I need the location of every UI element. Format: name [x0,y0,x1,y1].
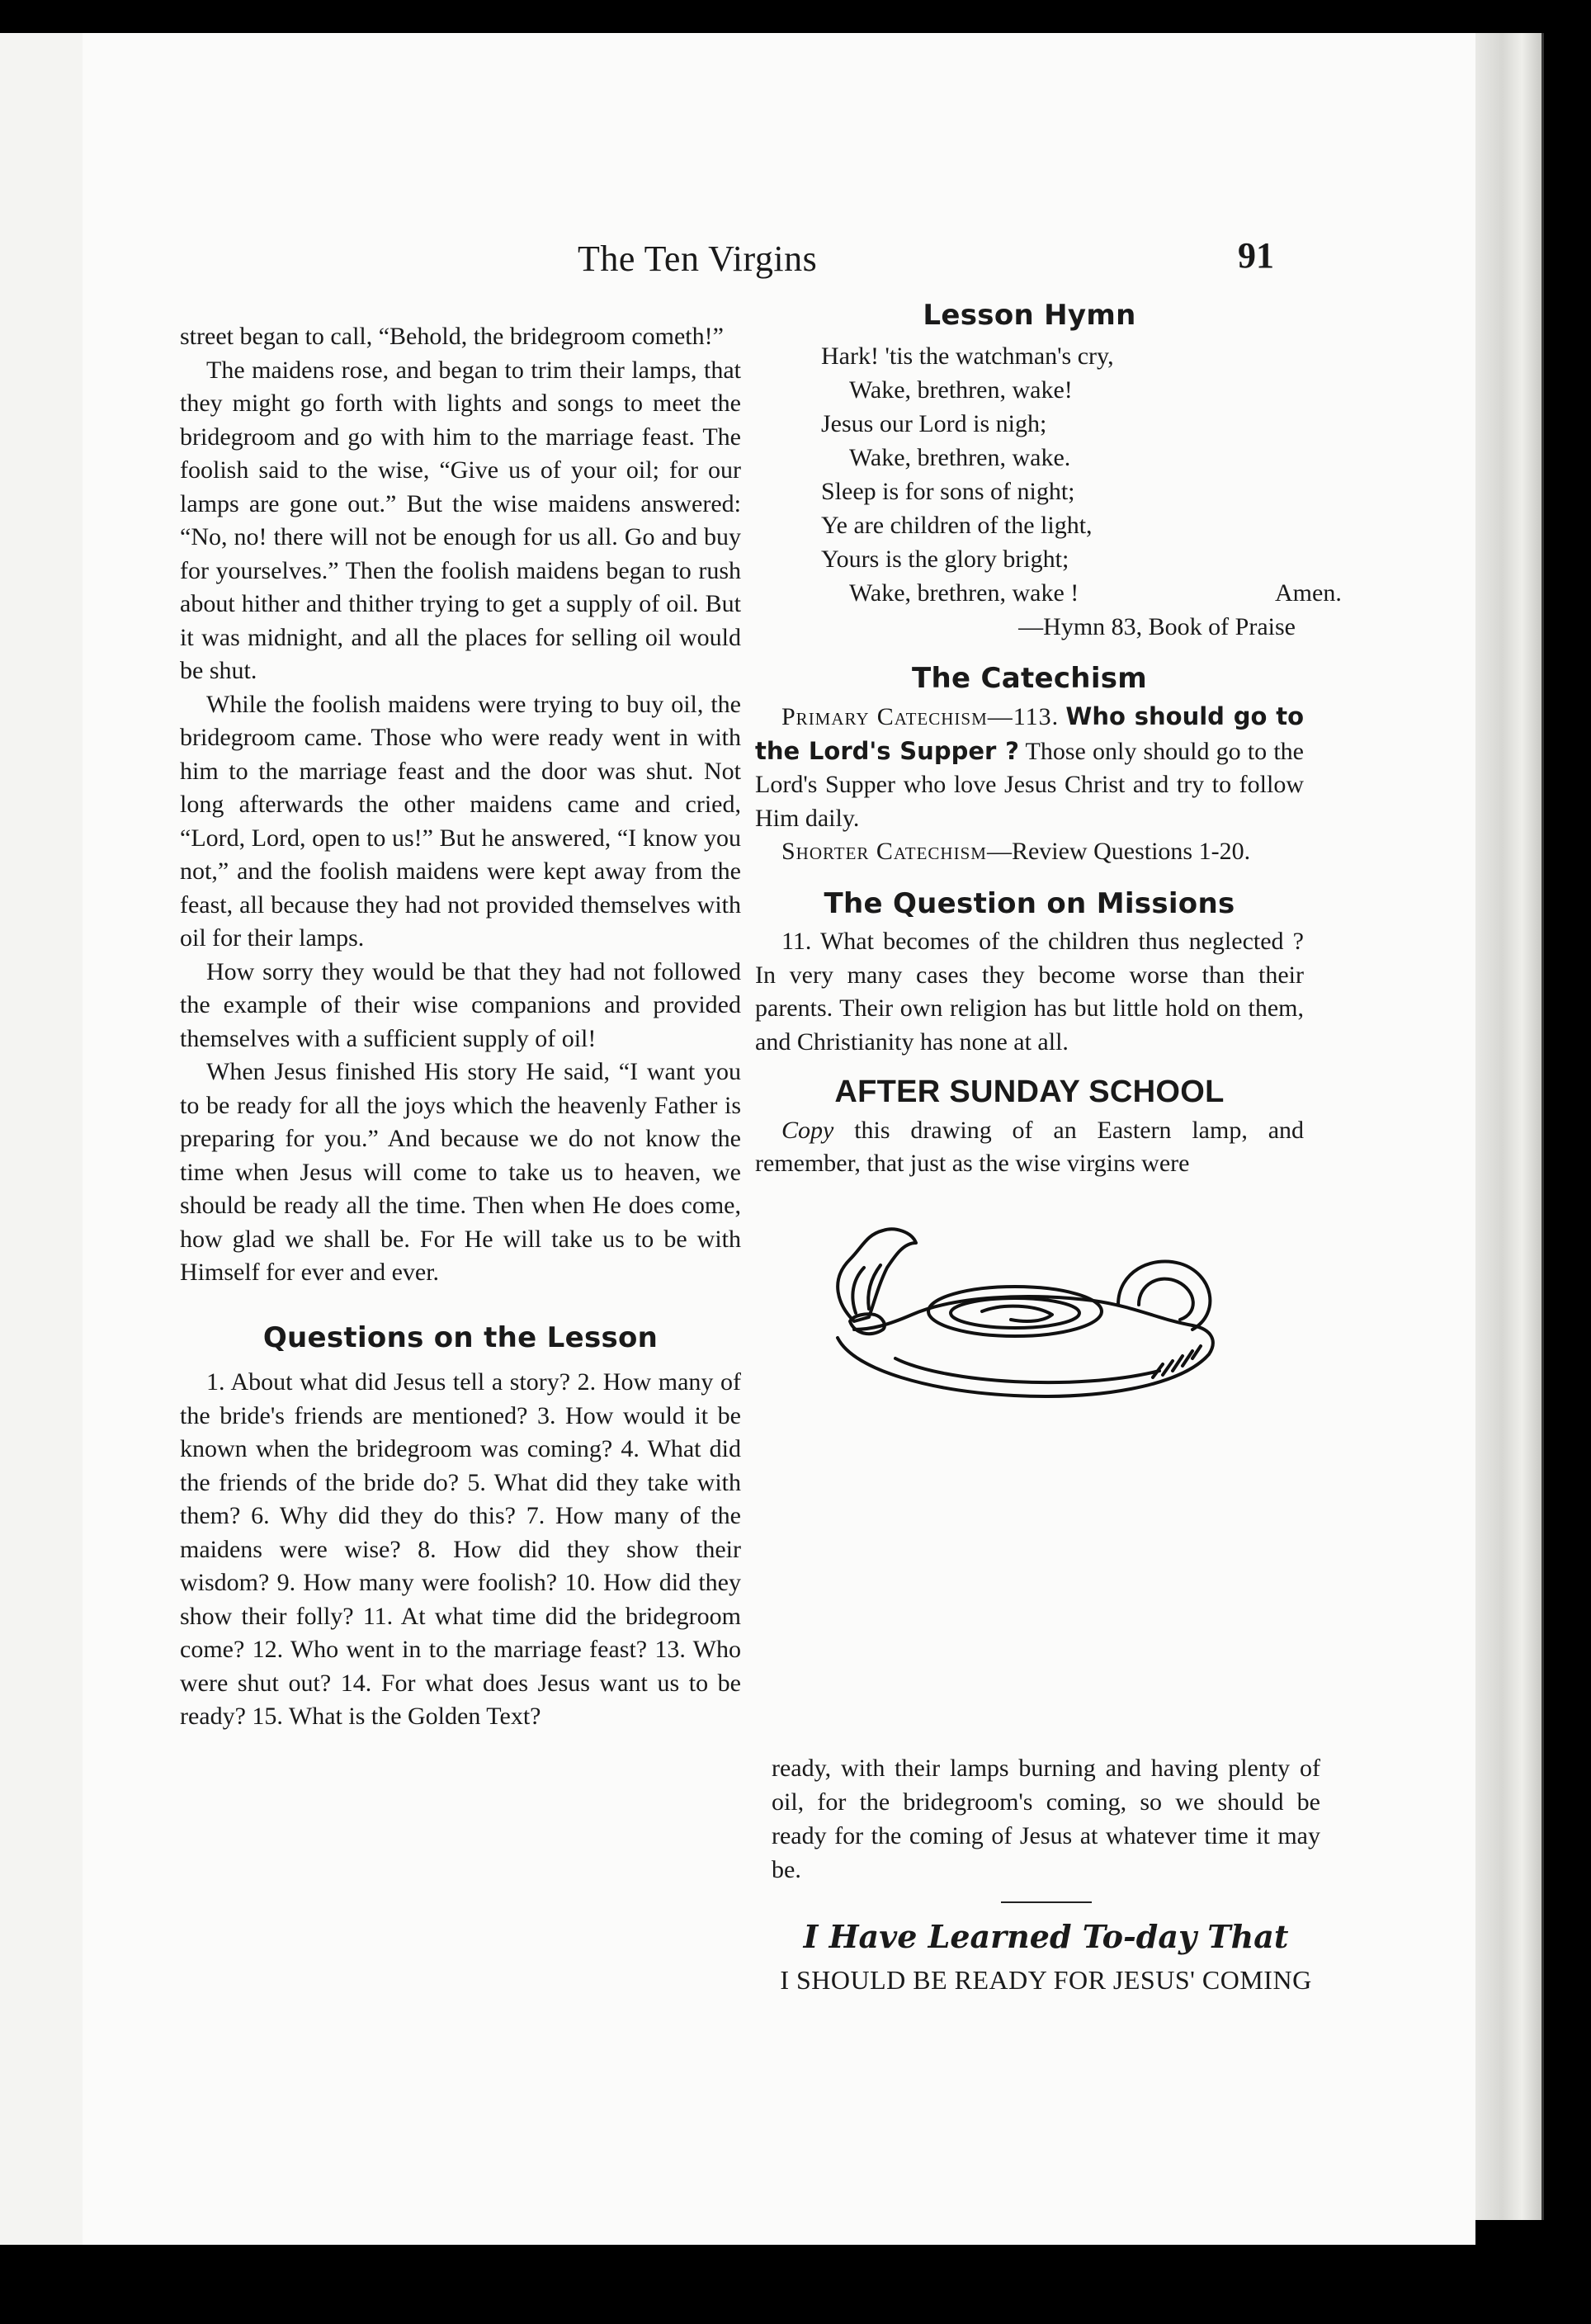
copy-word: Copy [781,1116,834,1144]
hymn-line: Wake, brethren, wake. [849,443,1071,471]
primary-catechism [755,700,1304,835]
page-number: 91 [1238,235,1274,276]
hymn-line: Hark! 'tis the watchman's cry, [821,342,1114,370]
learned-text: I SHOULD BE READY FOR JESUS' COMING [780,1965,1312,1995]
catechism-heading: The Catechism [911,661,1148,695]
after-school-body: this drawing of an Eastern lamp, and remember, that just as the wise virgins were [755,1116,1305,1177]
questions-text: 1. About what did Jesus tell a story? 2. How many of the bride's friends are mentioned? 3. How would it be known when the bridegroom was coming? 4. What did the friends of the bride do? 5. What did they take with them? 6. Why did they do this? 7. How many of the maidens were wise? 8. How did they show their wisdom? 9. How many were foolish? 10. How did they show their folly? 11. At what time did the bridegroom come? 12. Who went in to the marriage feast? 13. Who were shut out? 14. For what does Jesus want us to be ready? 15. What is the Golden Text? [180,1368,741,1730]
learned-heading: I Have Learned To-day That [803,1918,1289,1955]
hymn-heading: Lesson Hymn [923,299,1136,332]
hymn-verse [821,339,1342,644]
page-stack-edge [1475,33,1544,2220]
story-paragraph: How sorry they would be that they had not followed the example of their wise companions and provided themselves with a sufficient supply of oil! [180,957,741,1052]
hymn-amen: Amen. [1275,579,1342,607]
right-column [755,299,1342,1420]
questions-heading: Questions on the Lesson [262,1320,659,1354]
hymn-line: Ye are children of the light, [821,511,1093,539]
eastern-lamp-icon [805,1214,1267,1420]
story-paragraph: When Jesus finished His story He said, “I want you to be ready for all the joys which the heavenly Father is preparing for you.” And because we do not know the time when Jesus will come to take us to heaven, we should be ready all the time. Then when He does come, how glad we shall be. For He will take us to be with Himself for ever and ever. [180,1058,741,1286]
hymn-attribution: —Hymn 83, Book of Praise [1018,612,1296,640]
after-school-heading: AFTER SUNDAY SCHOOL [834,1075,1225,1109]
story-paragraph: street began to call, “Behold, the bridegroom cometh!” [180,323,724,350]
hymn-line: Wake, brethren, wake! [849,376,1073,404]
hymn-line: Wake, brethren, wake ! [849,579,1079,607]
section-divider [1001,1901,1092,1903]
story-paragraph: While the foolish maidens were trying to buy oil, the bridegroom came. Those who were ready went in with him to the marriage feast and the door was shut. Not long afterwards the other maidens came and cried, “Lord, Lord, open to us!” But he answered, “I know you not,” and the foolish maidens were kept away from the feast, all because they had not provided themselves with oil for their lamps. [180,690,741,952]
story-paragraph: The maidens rose, and began to trim their lamps, that they might go forth with lights and songs to meet the bridegroom and go with him to the marriage feast. The foolish said to the wise, “Give us of your oil; for our lamps are gone out.” But the wise maidens answered: “No, no! there will not be enough for us all. Go and buy for yourselves.” Then the foolish maidens began to rush about hither and thither trying to get a supply of oil. But it was midnight, and all the places for selling oil would be shut. [180,356,741,684]
page-header [495,235,1320,287]
primary-catechism-answer: Those only should go to the Lord's Supper who love Jesus Christ and try to follow Him daily. [755,737,1304,832]
missions-heading: The Question on Missions [824,886,1235,920]
hymn-line: Sleep is for sons of night; [821,477,1075,505]
primary-catechism-label: Primary Catechism—113. [781,703,1060,730]
missions-text: 11. What becomes of the children thus neglected ? In very many cases they become worse than their parents. Their own religion has but little hold on them, and Christianity has none at all. [755,928,1304,1056]
shorter-catechism [755,835,1304,869]
right-column-continuation [772,1751,1320,1996]
shorter-catechism-label: Shorter Catechism [781,838,987,865]
primary-catechism-question: Who should go to the Lord's Supper ? [755,702,1304,765]
hymn-last-row [821,576,1342,610]
hymn-line: Jesus our Lord is nigh; [821,409,1047,437]
after-school-text [755,1114,1304,1181]
shorter-catechism-text: —Review Questions 1-20. [986,838,1251,865]
continuation-text: ready, with their lamps burning and having plenty of oil, for the bridegroom's coming, so we should be ready for the coming of Jesus at whatever time it may be. [772,1755,1320,1883]
hymn-line: Yours is the glory bright; [821,545,1069,573]
running-title: The Ten Virgins [578,239,818,279]
facing-page-edge [0,33,84,2245]
left-column [180,320,741,1734]
